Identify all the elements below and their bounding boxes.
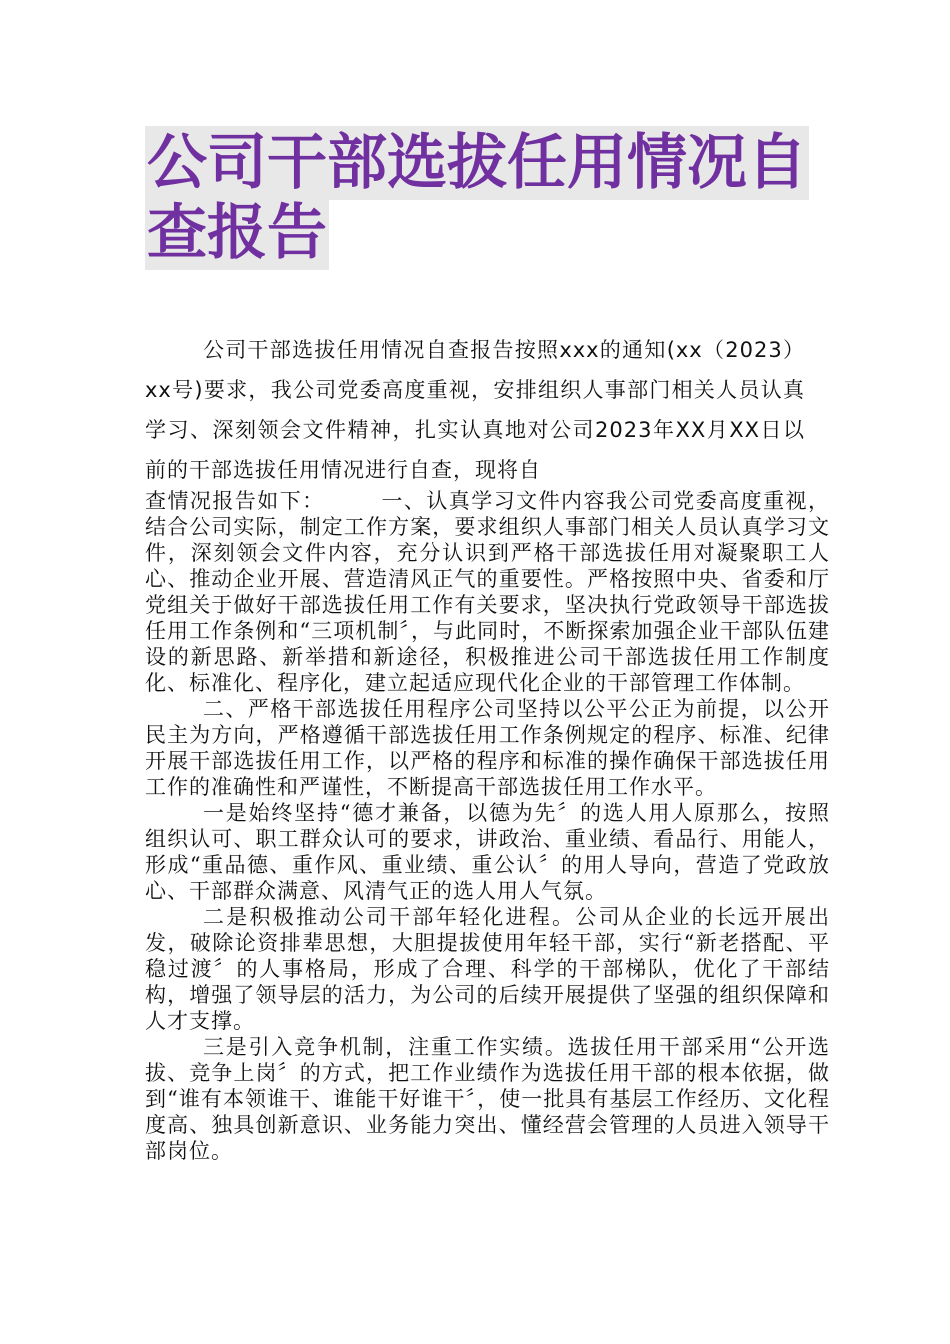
document-title [145, 128, 825, 268]
title-text: 公司干部选拔任用情况自查报告 [147, 128, 807, 268]
paragraph-4: 二是积极推动公司干部年轻化进程。公司从企业的长远开展出发，破除论资排辈思想，大胆提拔使用年轻干部，实行“新老搭配、平稳过渡〞的人事格局，形成了合理、科学的干部梯队，优化了干部结构，增强了领导层的活力，为公司的后续开展提供了坚强的组织保障和人才支撑。 [145, 905, 830, 1033]
intro-paragraph: 公司干部选拔任用情况自查报告按照xxx的通知(xx（2023）xx号)要求，我公司党委高度重视，安排组织人事部门相关人员认真学习、深刻领会文件精神，扎实认真地对公司2023年XX月XX日以前的干部选拔任用情况进行自查，现将自 [145, 338, 805, 482]
paragraph-2: 二、严格干部选拔任用程序公司坚持以公平公正为前提，以公开民主为方向，严格遵循干部选拔任用工作条例规定的程序、标准、纪律开展干部选拔任用工作，以严格的程序和标准的操作确保干部选拔任用工作的准确性和严谨性，不断提高干部选拔任用工作水平。 [145, 697, 830, 799]
paragraph-5: 三是引入竞争机制，注重工作实绩。选拔任用干部采用“公开选拔、竞争上岗〞的方式，把工作业绩作为选拔任用干部的根本依据，做到“谁有本领谁干、谁能干好谁干〞，使一批具有基层工作经历、文化程度高、独具创新意识、业务能力突出、懂经营会管理的人员进入领导干部岗位。 [145, 1035, 830, 1163]
document-body [145, 488, 830, 1164]
paragraph-1: 查情况报告如下： 一、认真学习文件内容我公司党委高度重视，结合公司实际，制定工作方案，要求组织人事部门相关人员认真学习文件，深刻领会文件内容，充分认识到严格干部选拔任用对凝聚职工人心、推动企业开展、营造清风正气的重要性。严格按照中央、省委和厅党组关于做好干部选拔任用工作有关要求，坚决执行党政领导干部选拔任用工作条例和“三项机制〞，与此同时，不断探索加强企业干部队伍建设的新思路、新举措和新途径，积极推进公司干部选拔任用工作制度化、标准化、程序化，建立起适应现代化企业的干部管理工作体制。 [145, 489, 830, 695]
paragraph-3: 一是始终坚持“德才兼备，以德为先〞的选人用人原那么，按照组织认可、职工群众认可的要求，讲政治、重业绩、看品行、用能人，形成“重品德、重作风、重业绩、重公认〞的用人导向，营造了党政放心、干部群众满意、风清气正的选人用人气氛。 [145, 801, 830, 903]
